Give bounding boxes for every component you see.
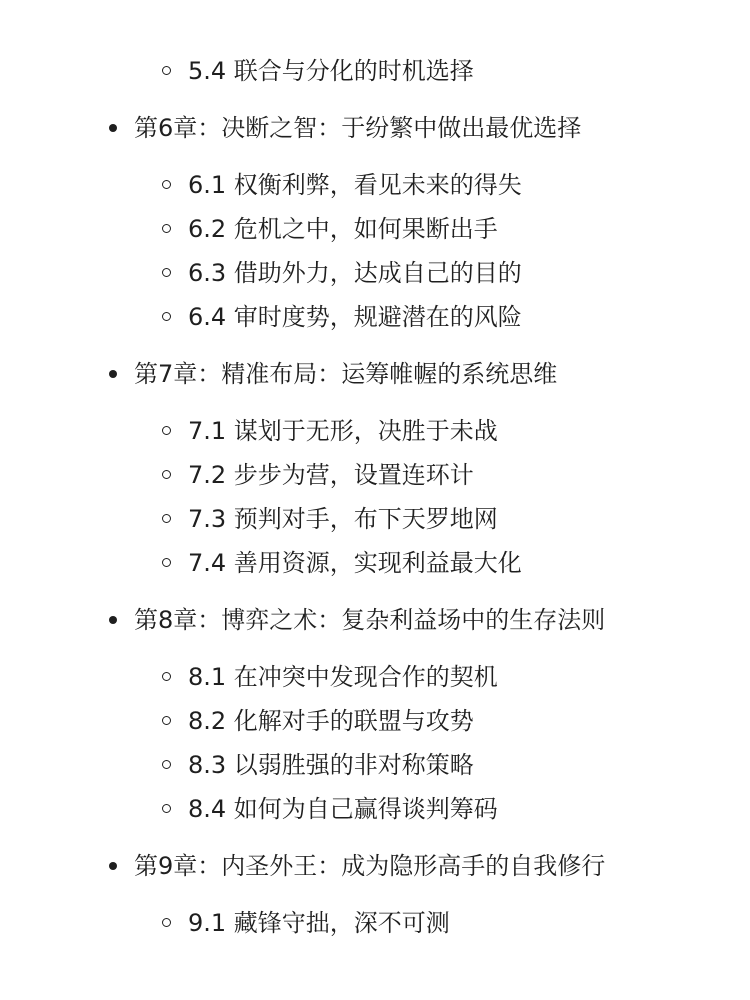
section-item: 5.4 联合与分化的时机选择 xyxy=(188,57,474,85)
section-item: 9.1 藏锋守拙，深不可测 xyxy=(188,909,450,937)
section-item: 7.1 谋划于无形，决胜于未战 xyxy=(188,417,498,445)
section-item: 6.3 借助外力，达成自己的目的 xyxy=(188,259,522,287)
chapter-item: 第7章：精准布局：运筹帷幄的系统思维 xyxy=(134,360,558,388)
chapter-item: 第6章：决断之智：于纷繁中做出最优选择 xyxy=(134,114,582,142)
chapter-item: 第8章：博弈之术：复杂利益场中的生存法则 xyxy=(134,606,606,634)
section-item: 7.2 步步为营，设置连环计 xyxy=(188,461,474,489)
section-item: 6.2 危机之中，如何果断出手 xyxy=(188,215,498,243)
section-item: 8.1 在冲突中发现合作的契机 xyxy=(188,663,498,691)
section-item: 8.3 以弱胜强的非对称策略 xyxy=(188,751,474,779)
section-item: 8.2 化解对手的联盟与攻势 xyxy=(188,707,474,735)
chapter-item: 第9章：内圣外王：成为隐形高手的自我修行 xyxy=(134,852,606,880)
section-item: 6.4 审时度势，规避潜在的风险 xyxy=(188,303,522,331)
section-item: 8.4 如何为自己赢得谈判筹码 xyxy=(188,795,498,823)
section-item: 6.1 权衡利弊，看见未来的得失 xyxy=(188,171,522,199)
section-item: 7.3 预判对手，布下天罗地网 xyxy=(188,505,498,533)
section-item: 7.4 善用资源，实现利益最大化 xyxy=(188,549,522,577)
